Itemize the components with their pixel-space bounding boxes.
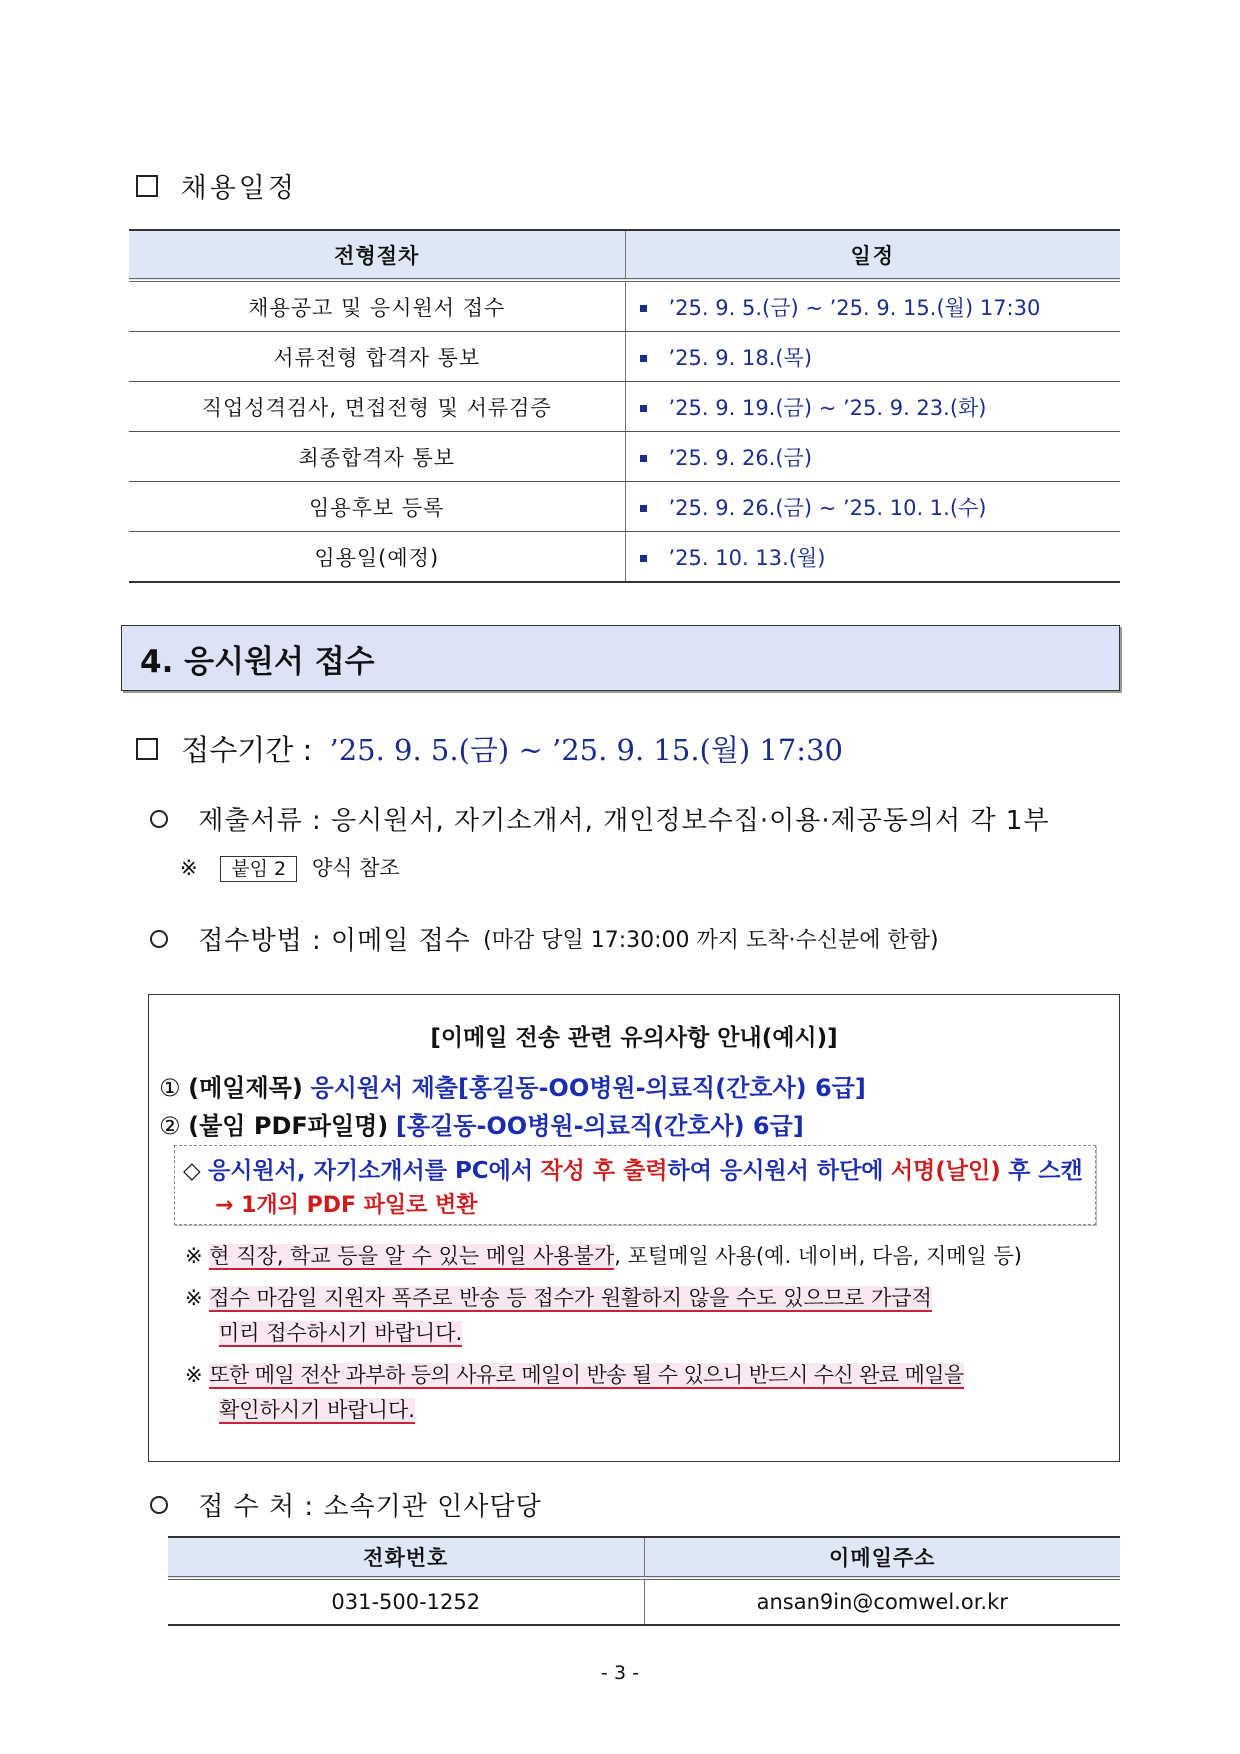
notice-item-1: ① (메일제목) 응시원서 제출[홍길동-OO병원-의료직(간호사) 6급] [159,1074,866,1102]
warning-3-cont: 확인하시기 바랍니다. [219,1398,415,1422]
date-cell: ’25. 9. 19.(금) ~ ’25. 9. 23.(화) [625,382,1120,432]
step-cell: 직업성격검사, 면접전형 및 서류검증 [129,382,625,432]
bullet-square-icon [640,555,647,562]
method-line: 접수방법 : 이메일 접수 (마감 당일 17:30:00 까지 도착·수신분에 한함) [150,920,939,957]
column-header-phone: 전화번호 [168,1537,644,1578]
circle-bullet-icon [150,930,168,948]
receiver-line: 접 수 처 : 소속기관 인사담당 [150,1486,542,1523]
warning-2: ※ 접수 마감일 지원자 폭주로 반송 등 접수가 원활하지 않을 수도 있으므로 가급적 [185,1286,932,1310]
step-cell: 서류전형 합격자 통보 [129,332,625,382]
contact-header-row [168,1537,1120,1578]
bullet-square-icon [640,455,647,462]
pdf-filename-example: [홍길동-OO병원-의료직(간호사) 6급] [395,1112,804,1140]
circle-bullet-icon [150,810,168,828]
diamond-icon: ◇ [183,1158,201,1184]
table-row [129,432,1120,482]
schedule-table [129,229,1120,583]
checkbox-square-icon [136,175,158,197]
method-detail: (마감 당일 17:30:00 까지 도착·수신분에 한함) [483,928,939,953]
note-mark: ※ [180,856,198,880]
instruction-line-1: ◇ 응시원서, 자기소개서를 PC에서 작성 후 출력하여 응시원서 하단에 서명(날인) 후 스캔 [183,1158,1083,1184]
documents-line: 제출서류 : 응시원서, 자기소개서, 개인정보수집·이용·제공동의서 각 1부 [150,800,1049,837]
documents-note: ※ 붙임 2 양식 참조 [180,856,400,880]
step-cell: 최종합격자 통보 [129,432,625,482]
table-row [129,482,1120,532]
date-cell: ’25. 9. 26.(금) ~ ’25. 10. 1.(수) [625,482,1120,532]
table-row [129,382,1120,432]
page-number: - 3 - [601,1662,639,1684]
step-cell: 임용일(예정) [129,532,625,583]
attachment-tag: 붙임 2 [220,856,297,882]
date-cell: ’25. 9. 5.(금) ~ ’25. 9. 15.(월) 17:30 [625,280,1120,332]
mail-subject-example: 응시원서 제출[홍길동-OO병원-의료직(간호사) 6급] [310,1074,866,1102]
column-header-date: 일정 [625,230,1120,280]
warning-2-cont: 미리 접수하시기 바랍니다. [219,1321,463,1345]
bullet-square-icon [640,305,647,312]
period-line: 접수기간 : ’25. 9. 5.(금) ~ ’25. 9. 15.(월) 17:30 [136,728,843,769]
instruction-box [174,1145,1096,1225]
column-header-step: 전형절차 [129,230,625,280]
notice-item-2: ② (붙임 PDF파일명) [홍길동-OO병원-의료직(간호사) 6급] [159,1112,804,1140]
warning-3: ※ 또한 메일 전산 과부하 등의 사유로 메일이 반송 될 수 있으니 반드시 수신 완료 메일을 [185,1363,964,1387]
section-title: 4. 응시원서 접수 [140,644,375,680]
step-cell: 채용공고 및 응시원서 접수 [129,280,625,332]
checkbox-square-icon [136,738,158,760]
schedule-header-row [129,230,1120,280]
schedule-heading: 채용일정 [136,166,297,205]
table-row [129,280,1120,332]
section-banner [121,625,1120,691]
column-header-email: 이메일주소 [644,1537,1120,1578]
instruction-line-2: → 1개의 PDF 파일로 변환 [215,1193,478,1218]
table-row [129,532,1120,583]
email-notice-box [148,994,1120,1462]
circle-bullet-icon [150,1496,168,1514]
table-row [168,1578,1120,1625]
bullet-square-icon [640,405,647,412]
bullet-square-icon [640,505,647,512]
email-address: ansan9in@comwel.or.kr [644,1578,1120,1625]
notice-title: [이메일 전송 관련 유의사항 안내(예시)] [430,1025,838,1051]
bullet-square-icon [640,355,647,362]
date-cell: ’25. 10. 13.(월) [625,532,1120,583]
phone-number: 031-500-1252 [168,1578,644,1625]
step-cell: 임용후보 등록 [129,482,625,532]
warning-1: ※ 현 직장, 학교 등을 알 수 있는 메일 사용불가, 포털메일 사용(예. 네이버, 다음, 지메일 등) [185,1244,1022,1268]
table-row [129,332,1120,382]
date-cell: ’25. 9. 18.(목) [625,332,1120,382]
period-value: ’25. 9. 5.(금) ~ ’25. 9. 15.(월) 17:30 [329,733,843,767]
date-cell: ’25. 9. 26.(금) [625,432,1120,482]
contact-table [168,1536,1120,1626]
